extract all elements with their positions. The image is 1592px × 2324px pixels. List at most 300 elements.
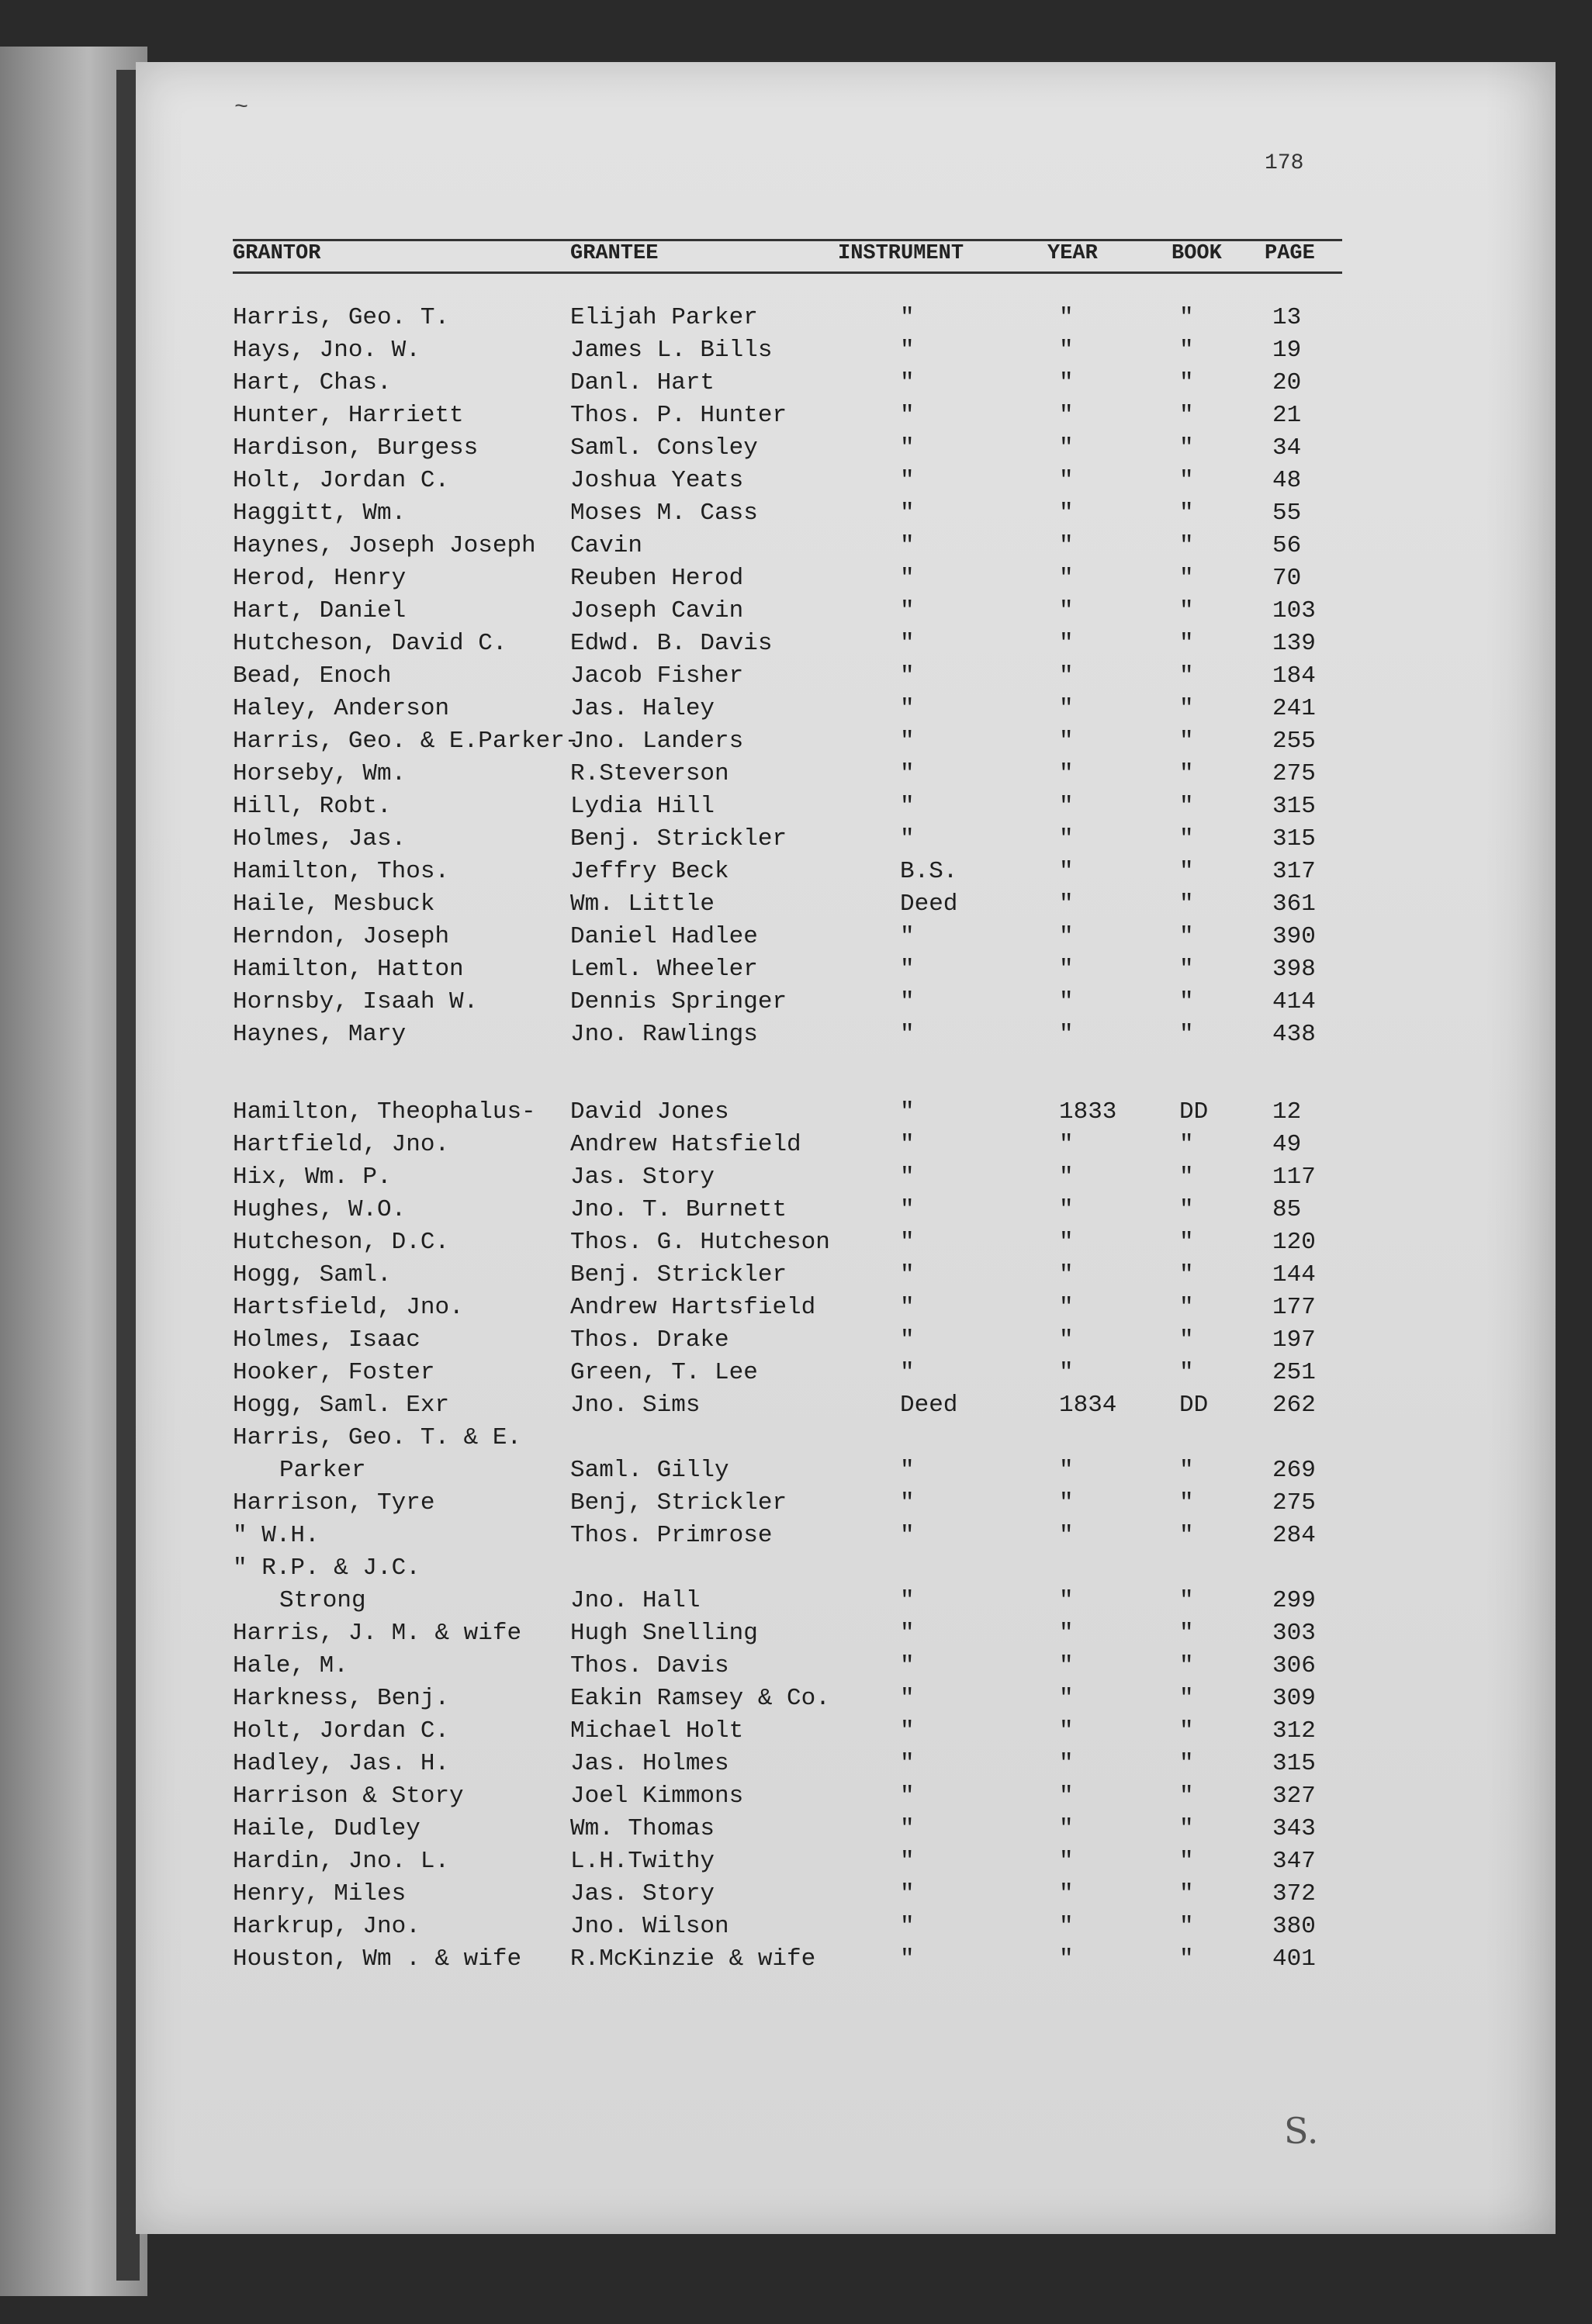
year-cell: " xyxy=(1059,1750,1074,1777)
grantor-cell: Hix, Wm. P. xyxy=(233,1164,392,1191)
footer-mark: S. xyxy=(1284,2110,1319,2152)
page-cell: 19 xyxy=(1272,337,1302,364)
book-cell: " xyxy=(1179,500,1194,527)
book-cell: " xyxy=(1179,565,1194,592)
year-cell: " xyxy=(1059,1261,1074,1288)
header-top-rule xyxy=(233,239,1342,241)
year-cell: " xyxy=(1059,369,1074,396)
grantee-cell: Andrew Hatsfield xyxy=(570,1131,801,1158)
header-page: PAGE xyxy=(1265,242,1315,265)
instrument-cell: " xyxy=(900,1196,915,1223)
book-cell: " xyxy=(1179,597,1194,624)
page-cell: 390 xyxy=(1272,923,1316,950)
book-cell: " xyxy=(1179,532,1194,559)
page-cell: 275 xyxy=(1272,760,1316,787)
year-cell: " xyxy=(1059,793,1074,820)
grantee-cell: Leml. Wheeler xyxy=(570,956,758,983)
instrument-cell: " xyxy=(900,1717,915,1745)
table-header xyxy=(233,242,1342,273)
year-cell: " xyxy=(1059,662,1074,690)
grantor-cell: Holmes, Jas. xyxy=(233,825,407,852)
table-row xyxy=(0,1717,1420,1750)
page-cell: 401 xyxy=(1272,1945,1316,1973)
page-cell: 372 xyxy=(1272,1880,1316,1907)
grantee-cell: Jno. Landers xyxy=(570,728,744,755)
page-cell: 315 xyxy=(1272,1750,1316,1777)
instrument-cell: " xyxy=(900,434,915,462)
grantor-cell: Hardin, Jno. L. xyxy=(233,1848,450,1875)
book-cell: " xyxy=(1179,304,1194,331)
book-cell: " xyxy=(1179,662,1194,690)
grantor-cell: Strong xyxy=(279,1587,366,1614)
table-row xyxy=(0,1326,1420,1359)
year-cell: " xyxy=(1059,923,1074,950)
year-cell: " xyxy=(1059,1359,1074,1386)
page-cell: 262 xyxy=(1272,1392,1316,1419)
book-cell: " xyxy=(1179,1685,1194,1712)
instrument-cell: " xyxy=(900,1021,915,1048)
table-row xyxy=(0,1880,1420,1913)
grantor-cell: Harrison, Tyre xyxy=(233,1489,435,1516)
page-cell: 197 xyxy=(1272,1326,1316,1354)
grantee-cell: Michael Holt xyxy=(570,1717,744,1745)
instrument-cell: " xyxy=(900,793,915,820)
table-row xyxy=(0,1945,1420,1978)
year-cell: " xyxy=(1059,1848,1074,1875)
instrument-cell: " xyxy=(900,1489,915,1516)
instrument-cell: " xyxy=(900,1326,915,1354)
book-cell: " xyxy=(1179,728,1194,755)
book-cell: " xyxy=(1179,1913,1194,1940)
instrument-cell: " xyxy=(900,304,915,331)
grantee-cell: Elijah Parker xyxy=(570,304,758,331)
grantee-cell: Andrew Hartsfield xyxy=(570,1294,816,1321)
instrument-cell: " xyxy=(900,1750,915,1777)
instrument-cell: " xyxy=(900,597,915,624)
grantee-cell: Benj. Strickler xyxy=(570,825,787,852)
table-row xyxy=(0,662,1420,695)
book-cell: " xyxy=(1179,337,1194,364)
table-row xyxy=(0,1913,1420,1945)
book-cell: " xyxy=(1179,1261,1194,1288)
instrument-cell: Deed xyxy=(900,1392,958,1419)
grantor-cell: Harrison & Story xyxy=(233,1783,464,1810)
book-cell: " xyxy=(1179,1196,1194,1223)
grantee-cell: Hugh Snelling xyxy=(570,1620,758,1647)
instrument-cell: " xyxy=(900,1098,915,1126)
table-row xyxy=(0,1522,1420,1555)
book-cell: " xyxy=(1179,467,1194,494)
page-cell: 380 xyxy=(1272,1913,1316,1940)
grantee-cell: Dennis Springer xyxy=(570,988,787,1015)
book-cell: " xyxy=(1179,923,1194,950)
page-cell: 315 xyxy=(1272,793,1316,820)
book-cell: " xyxy=(1179,1522,1194,1549)
grantor-cell: Haynes, Joseph Joseph xyxy=(233,532,536,559)
table-row xyxy=(0,1392,1420,1424)
instrument-cell: " xyxy=(900,1945,915,1973)
grantee-cell: Wm. Thomas xyxy=(570,1815,715,1842)
table-row xyxy=(0,467,1420,500)
instrument-cell: " xyxy=(900,1620,915,1647)
instrument-cell: " xyxy=(900,1229,915,1256)
page-cell: 120 xyxy=(1272,1229,1316,1256)
grantee-cell: Reuben Herod xyxy=(570,565,744,592)
instrument-cell: " xyxy=(900,1131,915,1158)
grantee-cell: Benj, Strickler xyxy=(570,1489,787,1516)
grantor-cell: Haile, Mesbuck xyxy=(233,891,435,918)
table-row xyxy=(0,988,1420,1021)
header-grantor: GRANTOR xyxy=(233,242,321,265)
instrument-cell: " xyxy=(900,1457,915,1484)
grantee-cell: Jacob Fisher xyxy=(570,662,744,690)
grantor-cell: Parker xyxy=(279,1457,366,1484)
page-cell: 347 xyxy=(1272,1848,1316,1875)
grantee-cell: James L. Bills xyxy=(570,337,773,364)
grantee-cell: Jno. Hall xyxy=(570,1587,701,1614)
page-cell: 13 xyxy=(1272,304,1302,331)
instrument-cell: B.S. xyxy=(900,858,958,885)
book-cell: " xyxy=(1179,793,1194,820)
year-cell: " xyxy=(1059,1717,1074,1745)
book-cell: " xyxy=(1179,825,1194,852)
page-cell: 85 xyxy=(1272,1196,1302,1223)
instrument-cell: " xyxy=(900,402,915,429)
grantee-cell: Jas. Story xyxy=(570,1880,715,1907)
instrument-cell: " xyxy=(900,825,915,852)
book-cell: " xyxy=(1179,1294,1194,1321)
book-cell: " xyxy=(1179,1587,1194,1614)
grantor-cell: Hornsby, Isaah W. xyxy=(233,988,479,1015)
grantee-cell: Eakin Ramsey & Co. xyxy=(570,1685,830,1712)
instrument-cell: " xyxy=(900,1848,915,1875)
page-cell: 438 xyxy=(1272,1021,1316,1048)
table-row xyxy=(0,1489,1420,1522)
book-cell: " xyxy=(1179,1021,1194,1048)
page-cell: 117 xyxy=(1272,1164,1316,1191)
book-cell: " xyxy=(1179,369,1194,396)
page-cell: 144 xyxy=(1272,1261,1316,1288)
year-cell: " xyxy=(1059,891,1074,918)
page-cell: 139 xyxy=(1272,630,1316,657)
table-row xyxy=(0,1294,1420,1326)
header-year: YEAR xyxy=(1047,242,1098,265)
instrument-cell: " xyxy=(900,369,915,396)
grantee-cell: Jno. T. Burnett xyxy=(570,1196,787,1223)
table-row xyxy=(0,1815,1420,1848)
book-cell: " xyxy=(1179,1848,1194,1875)
page-cell: 48 xyxy=(1272,467,1302,494)
page-cell: 70 xyxy=(1272,565,1302,592)
table-row xyxy=(0,597,1420,630)
grantor-cell: Houston, Wm . & wife xyxy=(233,1945,522,1973)
year-cell: " xyxy=(1059,630,1074,657)
page-cell: 299 xyxy=(1272,1587,1316,1614)
grantee-cell: Jas. Holmes xyxy=(570,1750,729,1777)
grantee-cell: Danl. Hart xyxy=(570,369,715,396)
grantee-cell: R.Steverson xyxy=(570,760,729,787)
year-cell: " xyxy=(1059,1489,1074,1516)
book-cell: DD xyxy=(1179,1098,1209,1126)
book-cell: DD xyxy=(1179,1392,1209,1419)
book-cell: " xyxy=(1179,1359,1194,1386)
book-cell: " xyxy=(1179,402,1194,429)
grantee-cell: Lydia Hill xyxy=(570,793,715,820)
table-row xyxy=(0,630,1420,662)
table-row xyxy=(0,793,1420,825)
year-cell: " xyxy=(1059,402,1074,429)
page-cell: 284 xyxy=(1272,1522,1316,1549)
grantee-cell: Benj. Strickler xyxy=(570,1261,787,1288)
table-row xyxy=(0,500,1420,532)
book-cell: " xyxy=(1179,1489,1194,1516)
grantee-cell: Jas. Story xyxy=(570,1164,715,1191)
grantor-cell: Hale, M. xyxy=(233,1652,348,1679)
page-cell: 317 xyxy=(1272,858,1316,885)
instrument-cell: " xyxy=(900,760,915,787)
page-cell: 177 xyxy=(1272,1294,1316,1321)
year-cell: " xyxy=(1059,597,1074,624)
grantor-cell: Hartfield, Jno. xyxy=(233,1131,450,1158)
grantor-cell: Hadley, Jas. H. xyxy=(233,1750,450,1777)
instrument-cell: " xyxy=(900,1783,915,1810)
table-row xyxy=(0,1164,1420,1196)
grantor-cell: Hill, Robt. xyxy=(233,793,392,820)
page-cell: 361 xyxy=(1272,891,1316,918)
book-cell: " xyxy=(1179,1945,1194,1973)
grantor-cell: Hutcheson, David C. xyxy=(233,630,507,657)
year-cell: " xyxy=(1059,1685,1074,1712)
grantor-cell: " W.H. xyxy=(233,1522,320,1549)
year-cell: " xyxy=(1059,467,1074,494)
page-cell: 34 xyxy=(1272,434,1302,462)
table-row xyxy=(0,337,1420,369)
table-row xyxy=(0,728,1420,760)
year-cell: " xyxy=(1059,1620,1074,1647)
instrument-cell: " xyxy=(900,956,915,983)
grantor-cell: Hooker, Foster xyxy=(233,1359,435,1386)
table-row xyxy=(0,760,1420,793)
table-row xyxy=(0,1131,1420,1164)
year-cell: " xyxy=(1059,1587,1074,1614)
grantee-cell: Thos. G. Hutcheson xyxy=(570,1229,830,1256)
year-cell: " xyxy=(1059,1021,1074,1048)
grantee-cell: Thos. Drake xyxy=(570,1326,729,1354)
grantee-cell: R.McKinzie & wife xyxy=(570,1945,816,1973)
instrument-cell: " xyxy=(900,1522,915,1549)
year-cell: " xyxy=(1059,1815,1074,1842)
book-cell: " xyxy=(1179,1750,1194,1777)
book-cell: " xyxy=(1179,1620,1194,1647)
book-cell: " xyxy=(1179,1164,1194,1191)
grantee-cell: Green, T. Lee xyxy=(570,1359,758,1386)
instrument-cell: " xyxy=(900,1294,915,1321)
year-cell: " xyxy=(1059,1229,1074,1256)
instrument-cell: " xyxy=(900,1913,915,1940)
grantor-cell: Hamilton, Theophalus- xyxy=(233,1098,536,1126)
book-cell: " xyxy=(1179,695,1194,722)
table-row xyxy=(0,1620,1420,1652)
instrument-cell: " xyxy=(900,630,915,657)
page-cell: 12 xyxy=(1272,1098,1302,1126)
page-cell: 414 xyxy=(1272,988,1316,1015)
grantee-cell: Daniel Hadlee xyxy=(570,923,758,950)
page-cell: 269 xyxy=(1272,1457,1316,1484)
instrument-cell: " xyxy=(900,467,915,494)
header-instrument: INSTRUMENT xyxy=(838,242,964,265)
grantee-cell: Joseph Cavin xyxy=(570,597,744,624)
instrument-cell: " xyxy=(900,337,915,364)
page-cell: 255 xyxy=(1272,728,1316,755)
grantor-cell: Harris, J. M. & wife xyxy=(233,1620,522,1647)
year-cell: " xyxy=(1059,532,1074,559)
year-cell: " xyxy=(1059,988,1074,1015)
grantor-cell: Henry, Miles xyxy=(233,1880,407,1907)
page-shadow xyxy=(1486,62,1556,2234)
grantor-cell: Haggitt, Wm. xyxy=(233,500,407,527)
book-cell: " xyxy=(1179,1880,1194,1907)
book-cell: " xyxy=(1179,891,1194,918)
year-cell: " xyxy=(1059,565,1074,592)
instrument-cell: " xyxy=(900,1359,915,1386)
page-cell: 241 xyxy=(1272,695,1316,722)
instrument-cell: " xyxy=(900,695,915,722)
page-cell: 398 xyxy=(1272,956,1316,983)
year-cell: " xyxy=(1059,825,1074,852)
year-cell: " xyxy=(1059,434,1074,462)
page-cell: 275 xyxy=(1272,1489,1316,1516)
grantee-cell: L.H.Twithy xyxy=(570,1848,715,1875)
table-row xyxy=(0,1848,1420,1880)
table-row xyxy=(0,1021,1420,1053)
table-row xyxy=(0,565,1420,597)
grantor-cell: Holt, Jordan C. xyxy=(233,467,450,494)
header-book: BOOK xyxy=(1172,242,1222,265)
instrument-cell: " xyxy=(900,500,915,527)
grantor-cell: Hartsfield, Jno. xyxy=(233,1294,464,1321)
table-row xyxy=(0,858,1420,891)
instrument-cell: " xyxy=(900,1164,915,1191)
header-bottom-rule xyxy=(233,271,1342,274)
book-cell: " xyxy=(1179,956,1194,983)
table-row xyxy=(0,304,1420,337)
book-cell: " xyxy=(1179,1652,1194,1679)
year-cell: " xyxy=(1059,1783,1074,1810)
grantee-cell: Moses M. Cass xyxy=(570,500,758,527)
grantee-cell: Wm. Little xyxy=(570,891,715,918)
year-cell: " xyxy=(1059,1652,1074,1679)
table-row xyxy=(0,891,1420,923)
corner-mark: ~ xyxy=(234,95,249,121)
grantor-cell: Hamilton, Hatton xyxy=(233,956,464,983)
grantor-cell: Haile, Dudley xyxy=(233,1815,420,1842)
grantee-cell: Thos. P. Hunter xyxy=(570,402,787,429)
grantor-cell: Herod, Henry xyxy=(233,565,407,592)
year-cell: " xyxy=(1059,1913,1074,1940)
grantor-cell: Hamilton, Thos. xyxy=(233,858,450,885)
year-cell: " xyxy=(1059,728,1074,755)
book-cell: " xyxy=(1179,630,1194,657)
table-row xyxy=(0,1587,1420,1620)
year-cell: " xyxy=(1059,1294,1074,1321)
table-row xyxy=(0,1555,1420,1587)
page-cell: 306 xyxy=(1272,1652,1316,1679)
page-number: 178 xyxy=(1265,151,1304,175)
table-row xyxy=(0,956,1420,988)
instrument-cell: " xyxy=(900,662,915,690)
grantor-cell: Harris, Geo. T. & E. xyxy=(233,1424,522,1451)
year-cell: " xyxy=(1059,337,1074,364)
book-cell: " xyxy=(1179,760,1194,787)
grantee-cell: David Jones xyxy=(570,1098,729,1126)
table-row xyxy=(0,1424,1420,1457)
grantee-cell: Jeffry Beck xyxy=(570,858,729,885)
book-cell: " xyxy=(1179,988,1194,1015)
page-cell: 55 xyxy=(1272,500,1302,527)
grantee-cell: Edwd. B. Davis xyxy=(570,630,773,657)
grantee-cell: Saml. Consley xyxy=(570,434,758,462)
year-cell: " xyxy=(1059,500,1074,527)
instrument-cell: " xyxy=(900,1652,915,1679)
page-cell: 56 xyxy=(1272,532,1302,559)
instrument-cell: " xyxy=(900,1815,915,1842)
grantor-cell: Herndon, Joseph xyxy=(233,923,450,950)
instrument-cell: " xyxy=(900,1880,915,1907)
table-row xyxy=(0,1359,1420,1392)
book-cell: " xyxy=(1179,1783,1194,1810)
instrument-cell: " xyxy=(900,728,915,755)
instrument-cell: " xyxy=(900,1685,915,1712)
year-cell: " xyxy=(1059,1522,1074,1549)
table-row xyxy=(0,695,1420,728)
grantor-cell: Hart, Daniel xyxy=(233,597,407,624)
grantee-cell: Joel Kimmons xyxy=(570,1783,744,1810)
year-cell: " xyxy=(1059,956,1074,983)
grantor-cell: Bead, Enoch xyxy=(233,662,392,690)
year-cell: 1834 xyxy=(1059,1392,1117,1419)
grantee-cell: Jas. Haley xyxy=(570,695,715,722)
instrument-cell: " xyxy=(900,988,915,1015)
year-cell: " xyxy=(1059,695,1074,722)
page-cell: 20 xyxy=(1272,369,1302,396)
grantee-cell: Thos. Davis xyxy=(570,1652,729,1679)
year-cell: " xyxy=(1059,1164,1074,1191)
grantor-cell: Holt, Jordan C. xyxy=(233,1717,450,1745)
grantee-cell: Thos. Primrose xyxy=(570,1522,773,1549)
grantee-cell: Jno. Wilson xyxy=(570,1913,729,1940)
grantee-cell: Cavin xyxy=(570,532,643,559)
table-row xyxy=(0,1098,1420,1131)
table-row xyxy=(0,402,1420,434)
year-cell: " xyxy=(1059,1457,1074,1484)
grantor-cell: Haynes, Mary xyxy=(233,1021,407,1048)
grantor-cell: Haley, Anderson xyxy=(233,695,450,722)
instrument-cell: " xyxy=(900,532,915,559)
year-cell: " xyxy=(1059,1131,1074,1158)
year-cell: " xyxy=(1059,858,1074,885)
book-cell: " xyxy=(1179,1815,1194,1842)
table-row xyxy=(0,1685,1420,1717)
grantor-cell: " R.P. & J.C. xyxy=(233,1555,420,1582)
table-row xyxy=(0,1783,1420,1815)
table-row xyxy=(0,434,1420,467)
page-cell: 251 xyxy=(1272,1359,1316,1386)
table-row xyxy=(0,825,1420,858)
book-cell: " xyxy=(1179,1326,1194,1354)
page-cell: 49 xyxy=(1272,1131,1302,1158)
page-cell: 312 xyxy=(1272,1717,1316,1745)
grantee-cell: Joshua Yeats xyxy=(570,467,744,494)
